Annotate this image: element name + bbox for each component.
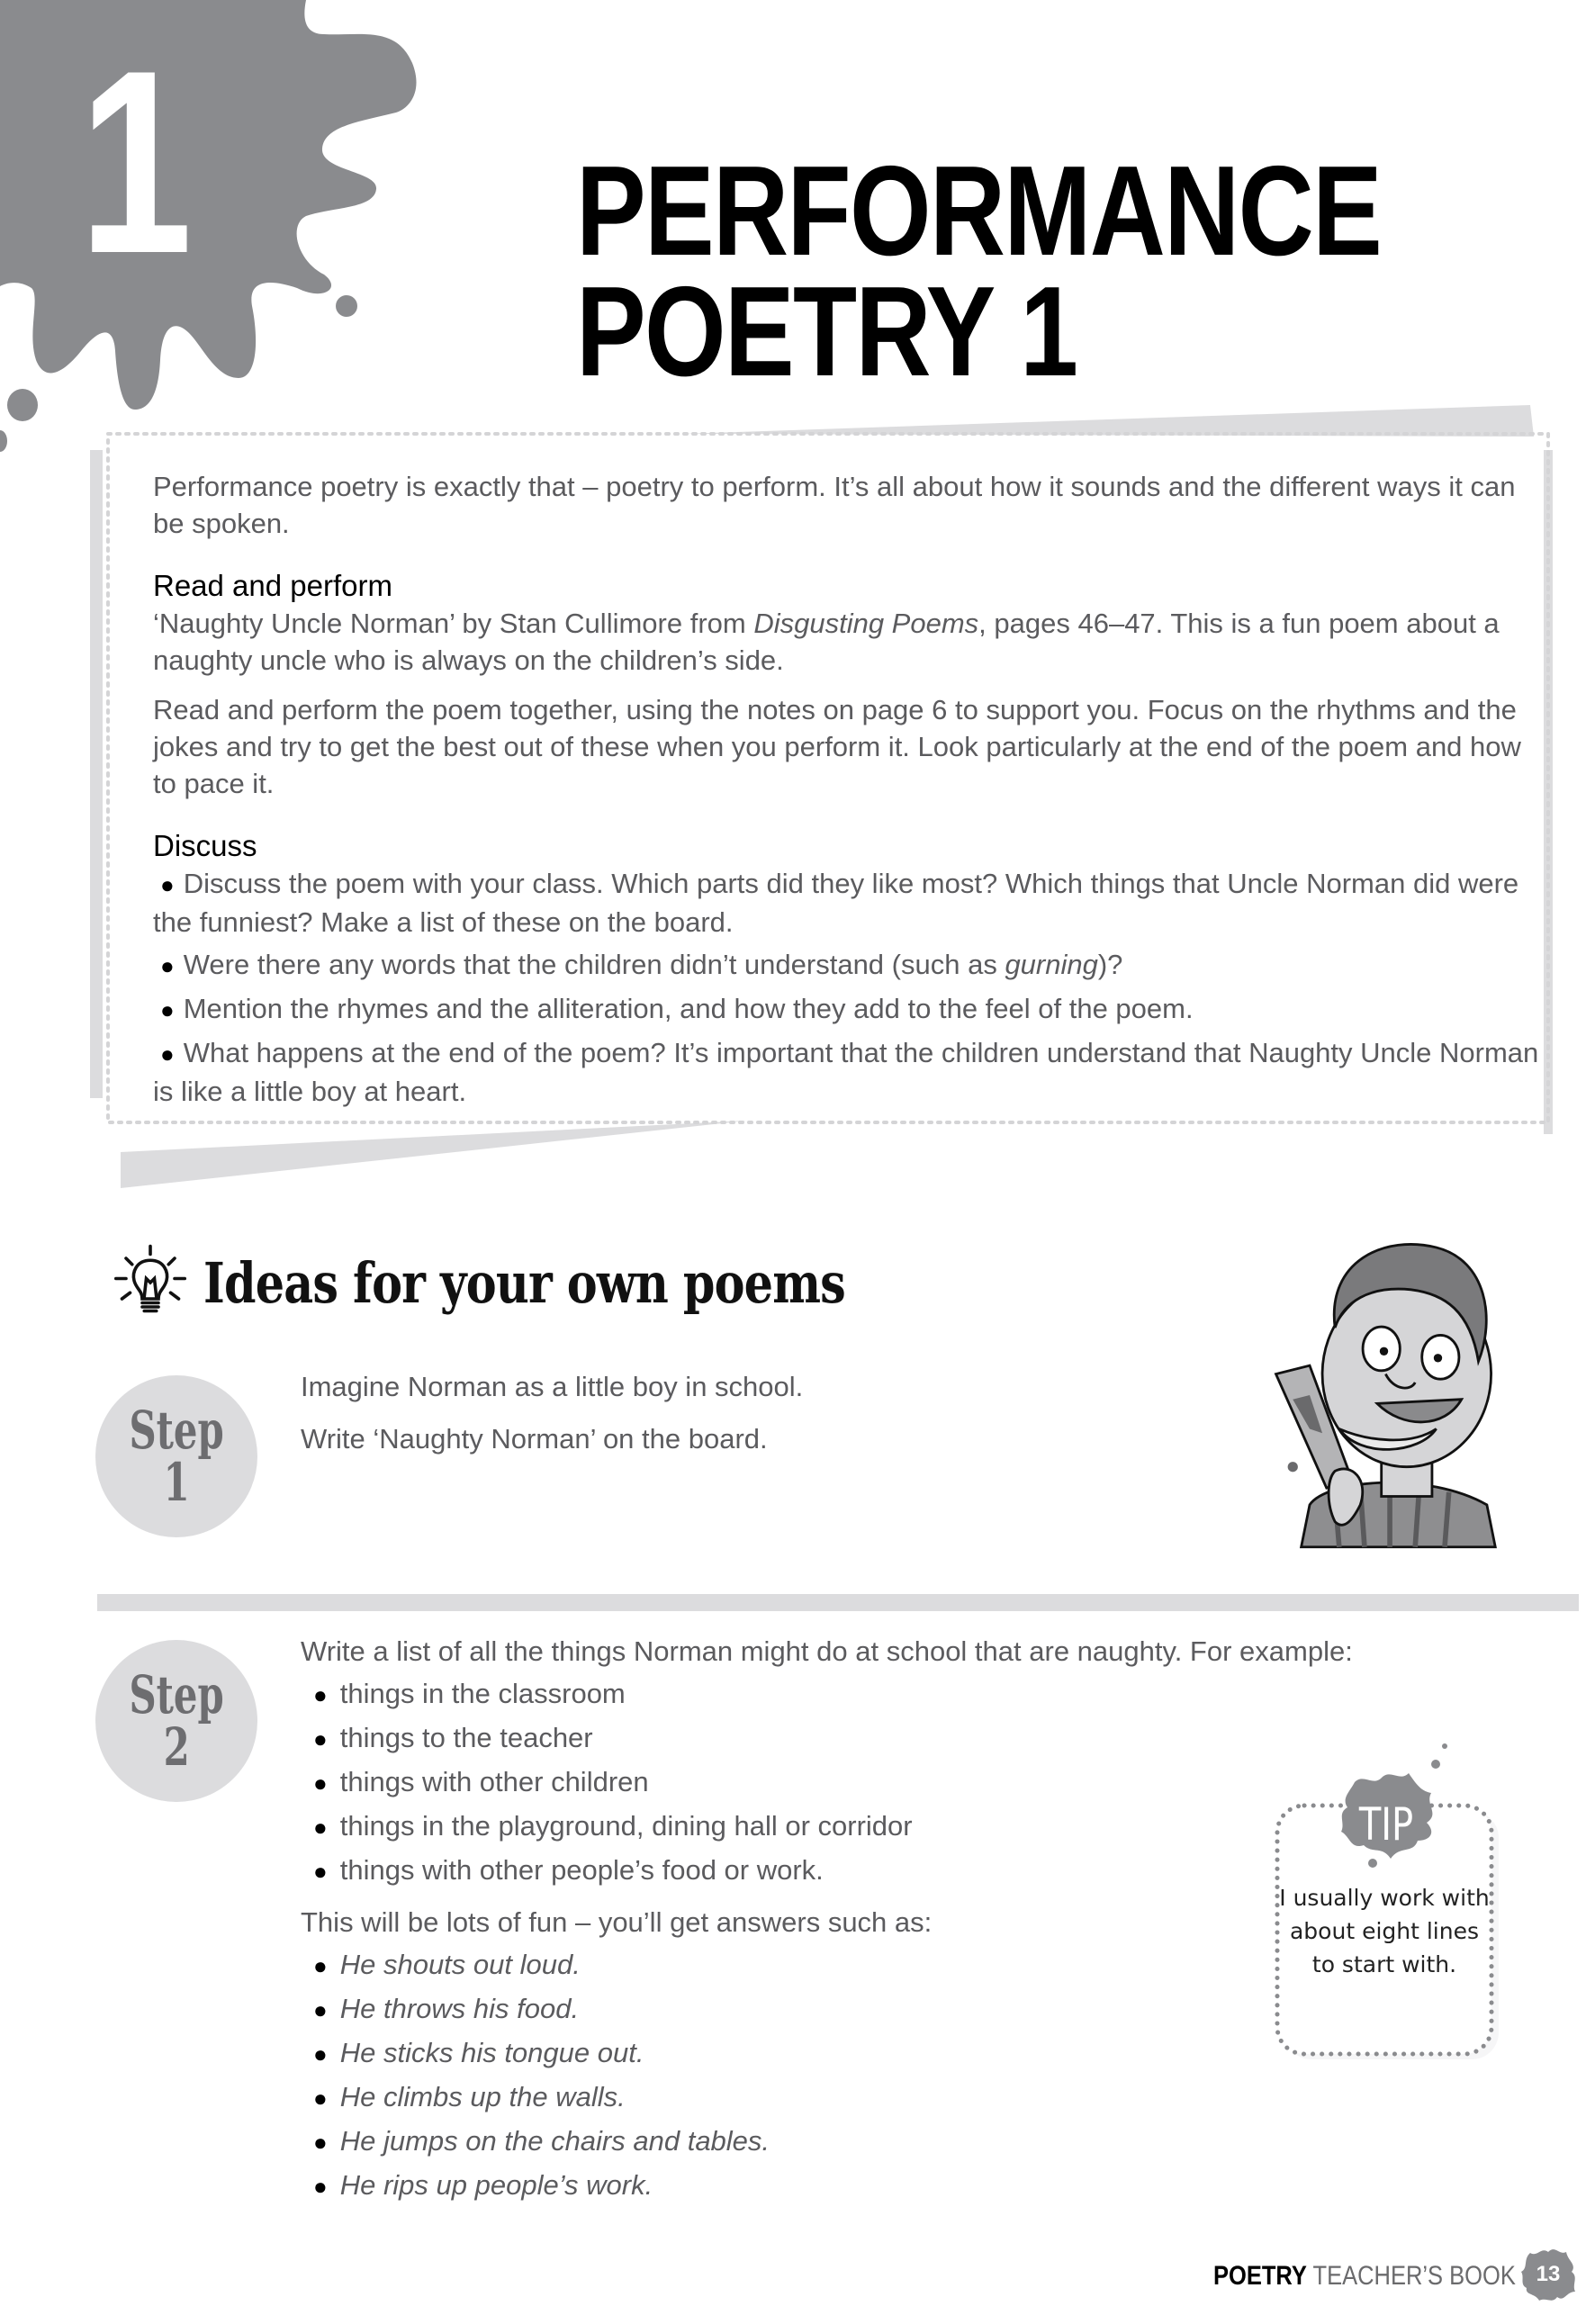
discuss-list (153, 865, 1539, 1110)
bullet-icon: ● (313, 2173, 328, 2200)
step-1-content (301, 1366, 1201, 1471)
answer-item: ● He climbs up the walls. (313, 2081, 626, 2112)
title-line-1: PERFORMANCE (576, 140, 1382, 283)
bullet-icon: ● (160, 871, 175, 898)
intro-text: Performance poetry is exactly that – poetry to perform. It’s all about how it sounds and the different ways it can be spoken. (153, 471, 1516, 539)
bullet-icon: ● (160, 1040, 175, 1067)
tip-text: I usually work with about eight lines to start with. (1279, 1885, 1490, 1977)
discuss-heading: Discuss (153, 829, 257, 862)
step-1-line: Write ‘Naughty Norman’ on the board. (301, 1423, 768, 1455)
bullet-icon: ● (313, 1770, 328, 1797)
info-box (153, 468, 1539, 1115)
bullet-icon: ● (313, 1681, 328, 1708)
read-and-perform-heading: Read and perform (153, 569, 392, 602)
page-title (576, 140, 1382, 403)
discuss-item: ● Mention the rhymes and the alliteration, and how they add to the feel of the poem. (160, 993, 1194, 1024)
section-divider (97, 1594, 1579, 1611)
step-2-intro: Write a list of all the things Norman might do at school that are naughty. For example: (301, 1635, 1353, 1667)
answer-item: ● He sticks his tongue out. (313, 2037, 644, 2068)
step-1-badge: Step 1 (95, 1375, 257, 1537)
category-item: ● things to the teacher (313, 1722, 593, 1753)
read-and-perform-paragraph-1: ‘Naughty Uncle Norman’ by Stan Cullimore from Disgusting Poems, pages 46–47. This is a fun poem about a naughty uncle who is always on the children’s side. (153, 608, 1500, 676)
category-item: ● things in the classroom (313, 1678, 626, 1709)
bullet-icon: ● (313, 2129, 328, 2156)
footer-series-bold: POETRY (1213, 2261, 1307, 2291)
ideas-heading: Ideas for your own poems (203, 1249, 845, 1316)
book-title: Disgusting Poems (753, 608, 979, 639)
page-number: 13 (1536, 2262, 1561, 2286)
discuss-item: ● Discuss the poem with your class. Which parts did they like most? Which things that Uncle Norman did were the funniest? Make a list of these on the board. (153, 868, 1519, 938)
title-line-2: POETRY 1 (576, 260, 1077, 403)
bullet-icon: ● (313, 2040, 328, 2067)
bullet-icon: ● (313, 1725, 328, 1752)
answer-item: ● He throws his food. (313, 1993, 580, 2024)
tip-label: TIP (1358, 1798, 1414, 1851)
lightbulb-icon (110, 1242, 191, 1323)
bullet-icon: ● (313, 1858, 328, 1885)
bullet-icon: ● (313, 2085, 328, 2112)
bullet-icon: ● (313, 1952, 328, 1979)
step-2-badge: Step 2 (95, 1640, 257, 1802)
answers-intro: This will be lots of fun – you’ll get answers such as: (301, 1906, 933, 1938)
norman-illustration (1242, 1224, 1512, 1566)
footer-series-rest: TEACHER’S BOOK (1306, 2261, 1516, 2291)
read-and-perform-paragraph-2: Read and perform the poem together, using the notes on page 6 to support you. Focus on the rhythms and the jokes and try to get the best out of these when you perform it. Look particularly at the end of the poem and how to pace it. (153, 694, 1521, 799)
bullet-icon: ● (160, 952, 175, 979)
footer-series (1213, 2261, 1516, 2292)
discuss-item: ● What happens at the end of the poem? It’s important that the children understand that Naughty Uncle Norman is like a little boy at heart. (153, 1037, 1539, 1107)
step-1-line: Imagine Norman as a little boy in school. (301, 1371, 804, 1402)
category-item: ● things with other people’s food or work. (313, 1854, 824, 1886)
answer-item: ● He rips up people’s work. (313, 2169, 653, 2201)
chapter-number: 1 (79, 16, 193, 308)
bullet-icon: ● (313, 1996, 328, 2023)
ideas-section-header (110, 1233, 987, 1332)
category-item: ● things in the playground, dining hall or corridor (313, 1810, 913, 1842)
bullet-icon: ● (160, 996, 175, 1023)
category-item: ● things with other children (313, 1766, 649, 1797)
answer-item: ● He jumps on the chairs and tables. (313, 2125, 770, 2157)
answer-item: ● He shouts out loud. (313, 1949, 581, 1980)
discuss-item: ● Were there any words that the children didn’t understand (such as gurning)? (160, 949, 1123, 980)
bullet-icon: ● (313, 1814, 328, 1841)
